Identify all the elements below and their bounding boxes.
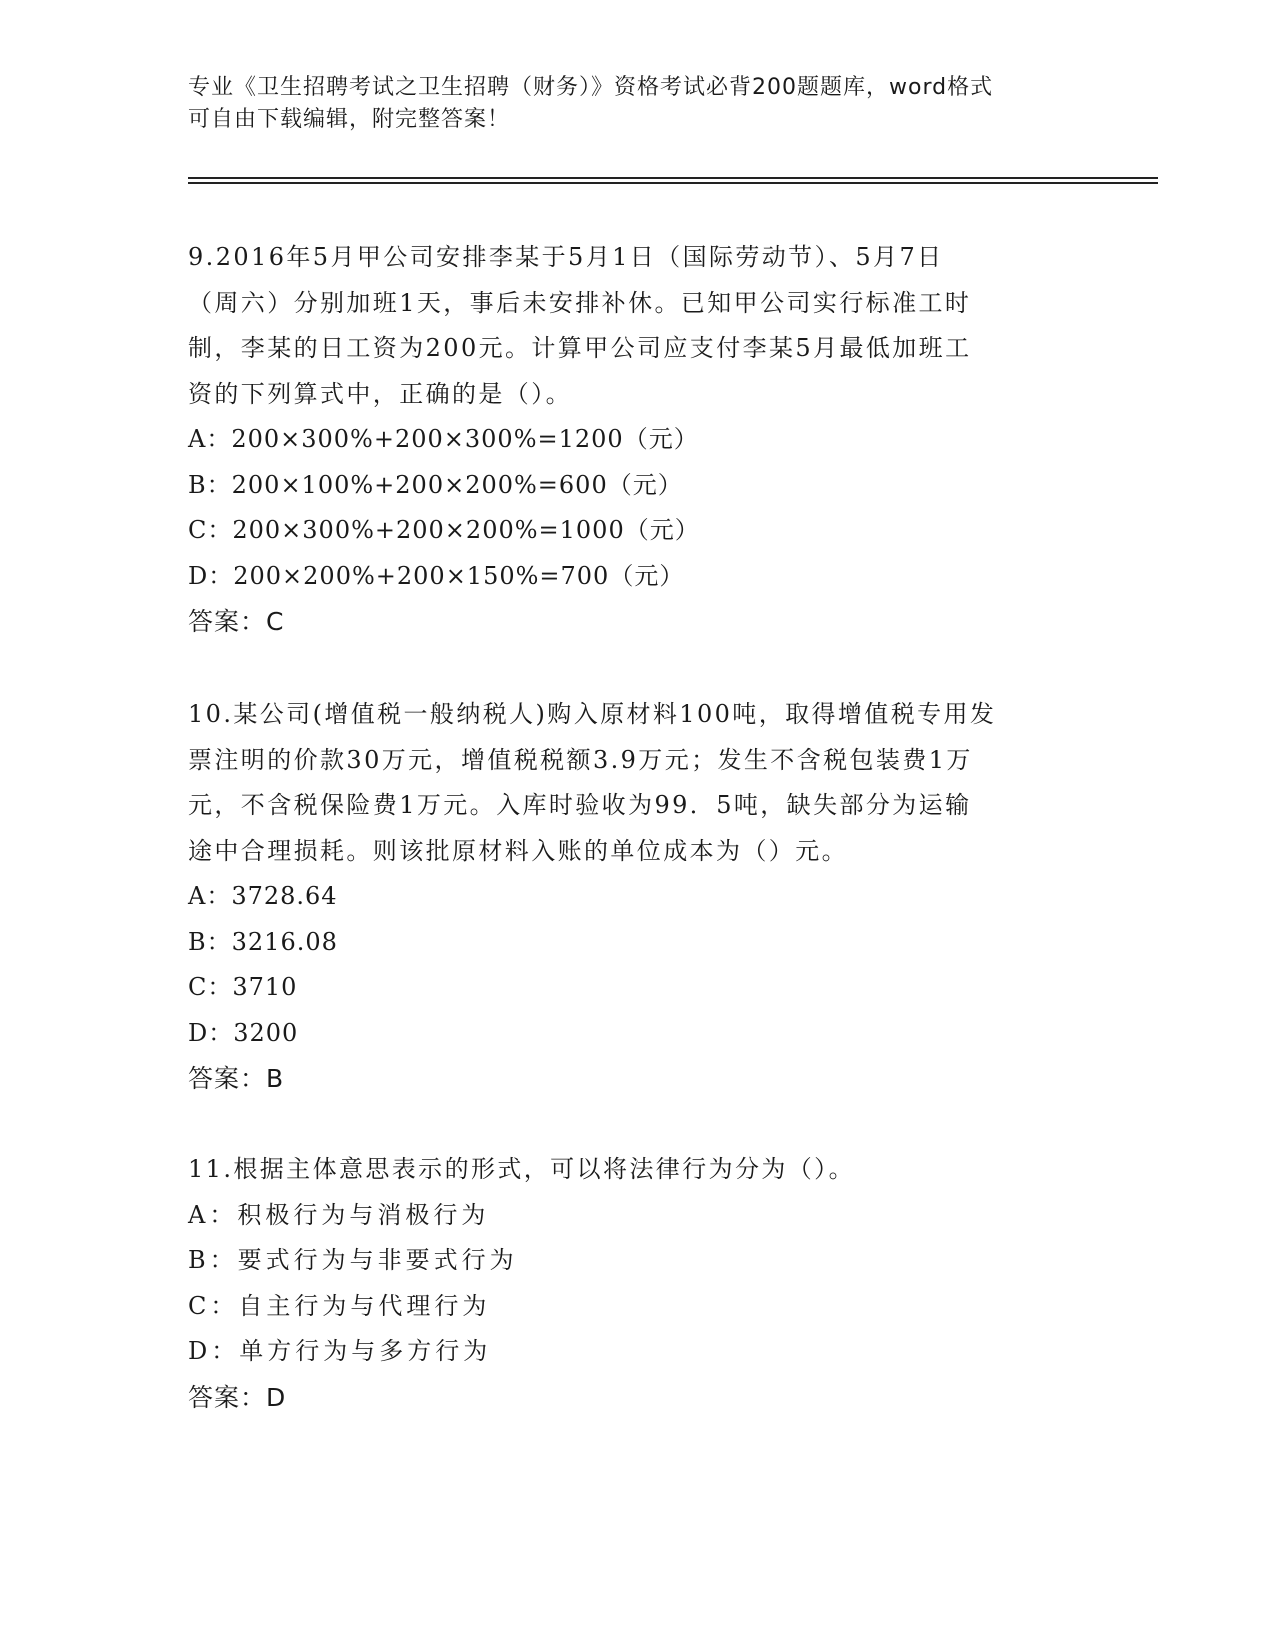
option-a: A：积极行为与消极行为	[188, 1200, 490, 1229]
question-text-line: 元，不含税保险费1万元。入库时验收为99．5吨，缺失部分为运输	[188, 791, 972, 819]
option-a: A：200×300%+200×300%=1200（元）	[188, 425, 699, 453]
document-header	[188, 72, 1068, 136]
option-b: B：3216.08	[188, 927, 338, 956]
option-d: D：200×200%+200×150%=700（元）	[188, 561, 685, 590]
question-9	[188, 235, 1088, 645]
question-11	[188, 1147, 1088, 1420]
question-text-line: 制，李某的日工资为200元。计算甲公司应支付李某5月最低加班工	[188, 334, 972, 362]
answer-label: 答案：B	[188, 1064, 285, 1093]
question-text-line: 途中合理损耗。则该批原材料入账的单位成本为（）元。	[188, 836, 848, 865]
header-rule-bottom	[188, 182, 1158, 184]
option-b: B：200×100%+200×200%=600（元）	[188, 470, 683, 499]
question-10	[188, 692, 1088, 1102]
answer-label: 答案：C	[188, 607, 285, 636]
question-text-line: 11.根据主体意思表示的形式，可以将法律行为分为（）。	[188, 1155, 855, 1183]
question-text-line: 票注明的价款30万元，增值税税额3.9万元；发生不含税包装费1万	[188, 745, 973, 774]
option-c: C：200×300%+200×200%=1000（元）	[188, 516, 700, 544]
header-line-1: 专业《卫生招聘考试之卫生招聘（财务）》资格考试必背200题题库，word格式	[188, 75, 994, 100]
question-text-line: 资的下列算式中，正确的是（）。	[188, 379, 572, 408]
answer-label: 答案：D	[188, 1382, 287, 1412]
header-rule-top	[188, 177, 1158, 179]
option-c: C：3710	[188, 973, 298, 1001]
option-b: B：要式行为与非要式行为	[188, 1246, 518, 1274]
option-c: C：自主行为与代理行为	[188, 1291, 491, 1320]
question-text-line: 10.某公司(增值税一般纳税人)购入原材料100吨，取得增值税专用发	[188, 700, 997, 728]
option-d: D：3200	[188, 1018, 299, 1047]
question-text-line: 9.2016年5月甲公司安排李某于5月1日（国际劳动节）、5月7日	[188, 243, 944, 271]
option-a: A：3728.64	[188, 882, 338, 910]
header-line-2: 可自由下载编辑，附完整答案！	[188, 107, 511, 132]
question-text-line: （周六）分别加班1天，事后未安排补休。已知甲公司实行标准工时	[188, 288, 972, 317]
option-d: D：单方行为与多方行为	[188, 1337, 492, 1365]
